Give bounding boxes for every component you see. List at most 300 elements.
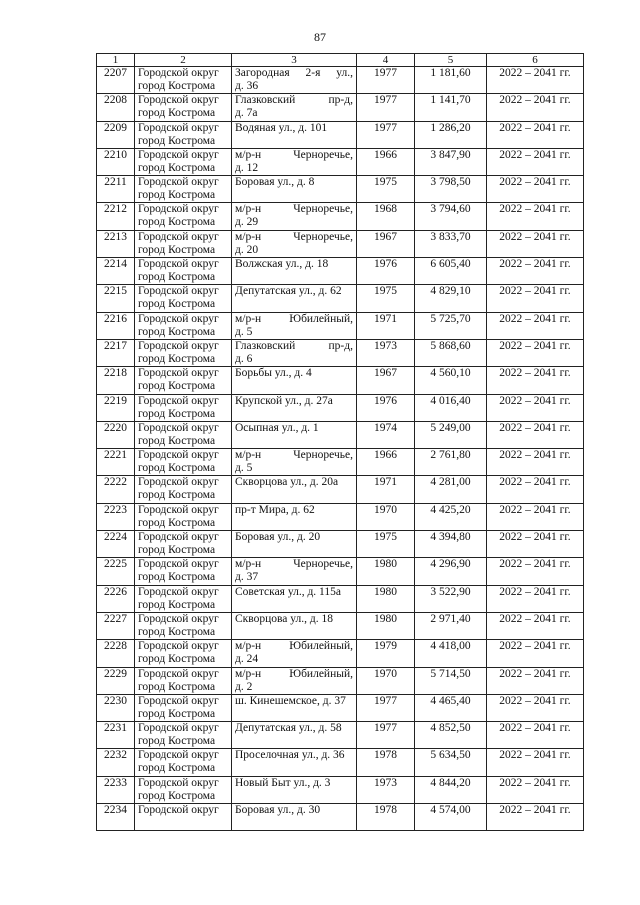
year-value: 1970 xyxy=(374,667,397,680)
row-number: 2229 xyxy=(104,667,127,680)
table-row xyxy=(97,176,584,203)
period-value: 2022 – 2041 гг. xyxy=(499,749,571,762)
owner-cell xyxy=(135,67,232,94)
address-cell xyxy=(232,776,357,803)
address-line-2: д. 5 xyxy=(235,325,253,338)
row-number: 2220 xyxy=(104,421,127,434)
address-line-1: Осыпная ул., д. 1 xyxy=(235,421,319,434)
owner-line-2: город Кострома xyxy=(138,516,216,529)
year-value: 1975 xyxy=(374,531,397,544)
year-cell xyxy=(357,449,415,476)
row-number: 2217 xyxy=(104,339,127,352)
row-number-cell xyxy=(97,722,135,749)
area-value: 5 249,00 xyxy=(430,421,471,434)
address-cell xyxy=(232,421,357,448)
area-value: 5 634,50 xyxy=(430,749,471,762)
year-value: 1966 xyxy=(374,148,397,161)
owner-cell xyxy=(135,394,232,421)
year-cell xyxy=(357,722,415,749)
table-row xyxy=(97,421,584,448)
owner-line-2: город Кострома xyxy=(138,161,216,174)
area-cell xyxy=(415,203,487,230)
year-value: 1968 xyxy=(374,203,397,216)
period-value: 2022 – 2041 гг. xyxy=(499,67,571,79)
period-cell xyxy=(487,176,584,203)
area-cell xyxy=(415,230,487,257)
year-value: 1975 xyxy=(374,285,397,298)
period-cell xyxy=(487,394,584,421)
address-line-1: Волжская ул., д. 18 xyxy=(235,258,329,271)
year-value: 1973 xyxy=(374,776,397,789)
address-word: м/р-н xyxy=(235,148,262,161)
owner-line-1: Городской округ xyxy=(138,585,219,598)
owner-line-2: город Кострома xyxy=(138,134,216,147)
row-number: 2232 xyxy=(104,749,127,762)
year-cell xyxy=(357,667,415,694)
area-value: 1 181,60 xyxy=(430,67,471,79)
area-cell xyxy=(415,476,487,503)
table-row xyxy=(97,312,584,339)
address-word: м/р-н xyxy=(235,203,262,216)
row-number: 2230 xyxy=(104,694,127,707)
year-cell xyxy=(357,285,415,312)
table-row xyxy=(97,804,584,831)
address-word: м/р-н xyxy=(235,449,262,462)
area-value: 1 286,20 xyxy=(430,121,471,134)
area-cell xyxy=(415,585,487,612)
row-number-cell xyxy=(97,148,135,175)
address-line-1: Советская ул., д. 115а xyxy=(235,585,341,598)
owner-line-2: город Кострома xyxy=(138,707,216,720)
table-row xyxy=(97,558,584,585)
period-cell xyxy=(487,339,584,366)
owner-line-2: город Кострома xyxy=(138,189,216,202)
period-value: 2022 – 2041 гг. xyxy=(499,94,571,107)
owner-line-1: Городской округ xyxy=(138,667,219,680)
address-word: м/р-н xyxy=(235,640,262,653)
period-cell xyxy=(487,476,584,503)
row-number-cell xyxy=(97,230,135,257)
address-word: Юбилейный, xyxy=(289,312,353,325)
owner-cell xyxy=(135,558,232,585)
year-value: 1980 xyxy=(374,585,397,598)
address-word: Глазковский xyxy=(235,339,296,352)
period-cell xyxy=(487,230,584,257)
year-cell xyxy=(357,503,415,530)
area-cell xyxy=(415,612,487,639)
area-value: 4 560,10 xyxy=(430,367,471,380)
area-cell xyxy=(415,148,487,175)
address-line-1: пр-т Мира, д. 62 xyxy=(235,503,315,516)
table-row xyxy=(97,367,584,394)
year-value: 1974 xyxy=(374,421,397,434)
period-value: 2022 – 2041 гг. xyxy=(499,722,571,735)
year-value: 1967 xyxy=(374,230,397,243)
address-cell xyxy=(232,503,357,530)
row-number-cell xyxy=(97,203,135,230)
period-cell xyxy=(487,203,584,230)
owner-cell xyxy=(135,640,232,667)
period-cell xyxy=(487,258,584,285)
address-cell xyxy=(232,558,357,585)
address-line-1: Водяная ул., д. 101 xyxy=(235,121,328,134)
row-number: 2219 xyxy=(104,394,127,407)
period-value: 2022 – 2041 гг. xyxy=(499,558,571,571)
row-number: 2212 xyxy=(104,203,127,216)
owner-cell xyxy=(135,312,232,339)
owner-line-2: город Кострома xyxy=(138,762,216,775)
owner-line-1: Городской округ xyxy=(138,339,219,352)
period-cell xyxy=(487,367,584,394)
column-header: 3 xyxy=(232,54,357,67)
address-line-2: д. 36 xyxy=(235,80,259,92)
owner-cell xyxy=(135,804,232,831)
owner-line-1: Городской округ xyxy=(138,67,219,79)
area-cell xyxy=(415,558,487,585)
period-value: 2022 – 2041 гг. xyxy=(499,612,571,625)
year-value: 1979 xyxy=(374,640,397,653)
owner-line-2: город Кострома xyxy=(138,407,216,420)
table-row xyxy=(97,94,584,121)
area-cell xyxy=(415,667,487,694)
owner-line-1: Городской округ xyxy=(138,749,219,762)
table-row xyxy=(97,476,584,503)
owner-cell xyxy=(135,121,232,148)
period-value: 2022 – 2041 гг. xyxy=(499,421,571,434)
owner-line-2: город Кострома xyxy=(138,298,216,311)
row-number: 2228 xyxy=(104,640,127,653)
area-value: 5 725,70 xyxy=(430,312,471,325)
period-cell xyxy=(487,722,584,749)
year-value: 1971 xyxy=(374,312,397,325)
row-number: 2210 xyxy=(104,148,127,161)
address-line-1: Боровая ул., д. 20 xyxy=(235,531,321,544)
address-line-1 xyxy=(235,149,353,162)
owner-line-2: город Кострома xyxy=(138,380,216,393)
address-line-1 xyxy=(235,313,353,326)
row-number-cell xyxy=(97,776,135,803)
period-value: 2022 – 2041 гг. xyxy=(499,694,571,707)
owner-cell xyxy=(135,421,232,448)
period-cell xyxy=(487,612,584,639)
address-line-1 xyxy=(235,94,353,107)
year-cell xyxy=(357,585,415,612)
address-line-2: д. 24 xyxy=(235,653,259,666)
address-cell xyxy=(232,749,357,776)
header-row xyxy=(97,54,584,67)
period-cell xyxy=(487,694,584,721)
owner-cell xyxy=(135,694,232,721)
area-value: 3 833,70 xyxy=(430,230,471,243)
area-value: 3 794,60 xyxy=(430,203,471,216)
period-value: 2022 – 2041 гг. xyxy=(499,230,571,243)
owner-line-1: Городской округ xyxy=(138,312,219,325)
address-cell xyxy=(232,804,357,831)
row-number: 2215 xyxy=(104,285,127,298)
table-row xyxy=(97,203,584,230)
row-number: 2222 xyxy=(104,476,127,489)
row-number: 2226 xyxy=(104,585,127,598)
year-cell xyxy=(357,312,415,339)
row-number-cell xyxy=(97,667,135,694)
address-cell xyxy=(232,367,357,394)
address-line-1 xyxy=(235,340,353,353)
address-cell xyxy=(232,94,357,121)
period-cell xyxy=(487,312,584,339)
area-value: 4 844,20 xyxy=(430,776,471,789)
period-cell xyxy=(487,585,584,612)
owner-cell xyxy=(135,285,232,312)
area-value: 4 574,00 xyxy=(430,804,471,817)
address-line-1 xyxy=(235,203,353,216)
period-value: 2022 – 2041 гг. xyxy=(499,367,571,380)
table-row xyxy=(97,449,584,476)
area-value: 2 971,40 xyxy=(430,612,471,625)
year-cell xyxy=(357,421,415,448)
area-cell xyxy=(415,640,487,667)
area-cell xyxy=(415,67,487,94)
table-row xyxy=(97,339,584,366)
area-value: 3 522,90 xyxy=(430,585,471,598)
owner-cell xyxy=(135,476,232,503)
owner-line-2: город Кострома xyxy=(138,434,216,447)
address-word: пр-д, xyxy=(328,339,353,352)
area-value: 4 296,90 xyxy=(430,558,471,571)
address-line-2: д. 20 xyxy=(235,243,259,256)
owner-cell xyxy=(135,230,232,257)
address-word: м/р-н xyxy=(235,558,262,571)
address-cell xyxy=(232,258,357,285)
area-value: 3 798,50 xyxy=(430,176,471,189)
row-number: 2223 xyxy=(104,503,127,516)
row-number: 2218 xyxy=(104,367,127,380)
address-word: ул., xyxy=(336,67,353,79)
owner-cell xyxy=(135,776,232,803)
address-line-1: Боровая ул., д. 8 xyxy=(235,176,315,189)
address-word: пр-д, xyxy=(328,94,353,107)
period-cell xyxy=(487,776,584,803)
row-number: 2208 xyxy=(104,94,127,107)
column-header: 6 xyxy=(487,54,584,67)
area-cell xyxy=(415,421,487,448)
row-number-cell xyxy=(97,804,135,831)
area-cell xyxy=(415,749,487,776)
address-line-1: Новый Быт ул., д. 3 xyxy=(235,776,331,789)
address-word: м/р-н xyxy=(235,312,262,325)
period-value: 2022 – 2041 гг. xyxy=(499,667,571,680)
address-cell xyxy=(232,640,357,667)
row-number: 2209 xyxy=(104,121,127,134)
address-cell xyxy=(232,121,357,148)
table-row xyxy=(97,121,584,148)
year-cell xyxy=(357,776,415,803)
address-word: Юбилейный, xyxy=(289,640,353,653)
area-value: 6 605,40 xyxy=(430,258,471,271)
address-word: Черноречье, xyxy=(293,148,353,161)
year-value: 1970 xyxy=(374,503,397,516)
period-cell xyxy=(487,449,584,476)
table-row xyxy=(97,67,584,94)
address-line-1: Проселочная ул., д. 36 xyxy=(235,749,345,762)
owner-line-1: Городской округ xyxy=(138,367,219,380)
year-value: 1977 xyxy=(374,67,397,79)
address-line-2: д. 6 xyxy=(235,352,253,365)
year-cell xyxy=(357,176,415,203)
row-number: 2227 xyxy=(104,612,127,625)
row-number-cell xyxy=(97,476,135,503)
row-number: 2224 xyxy=(104,531,127,544)
area-cell xyxy=(415,503,487,530)
address-word: Черноречье, xyxy=(293,558,353,571)
table-row xyxy=(97,503,584,530)
owner-line-2: город Кострома xyxy=(138,462,216,475)
period-value: 2022 – 2041 гг. xyxy=(499,585,571,598)
period-value: 2022 – 2041 гг. xyxy=(499,203,571,216)
period-value: 2022 – 2041 гг. xyxy=(499,804,571,817)
row-number-cell xyxy=(97,421,135,448)
owner-line-1: Городской округ xyxy=(138,503,219,516)
year-value: 1977 xyxy=(374,121,397,134)
year-value: 1976 xyxy=(374,258,397,271)
year-value: 1978 xyxy=(374,749,397,762)
year-value: 1980 xyxy=(374,558,397,571)
owner-line-1: Городской округ xyxy=(138,148,219,161)
area-cell xyxy=(415,258,487,285)
period-value: 2022 – 2041 гг. xyxy=(499,640,571,653)
period-value: 2022 – 2041 гг. xyxy=(499,176,571,189)
address-line-1 xyxy=(235,67,353,80)
address-cell xyxy=(232,449,357,476)
area-value: 3 847,90 xyxy=(430,148,471,161)
owner-line-2: город Кострома xyxy=(138,243,216,256)
address-word: Черноречье, xyxy=(293,230,353,243)
address-line-2: д. 5 xyxy=(235,462,253,475)
row-number-cell xyxy=(97,121,135,148)
address-cell xyxy=(232,612,357,639)
address-word: м/р-н xyxy=(235,230,262,243)
year-value: 1976 xyxy=(374,394,397,407)
area-cell xyxy=(415,804,487,831)
year-cell xyxy=(357,339,415,366)
row-number-cell xyxy=(97,640,135,667)
owner-cell xyxy=(135,176,232,203)
area-value: 5 868,60 xyxy=(430,339,471,352)
owner-cell xyxy=(135,94,232,121)
year-cell xyxy=(357,476,415,503)
address-line-2: д. 37 xyxy=(235,571,259,584)
table-row xyxy=(97,776,584,803)
owner-line-1: Городской округ xyxy=(138,694,219,707)
row-number: 2221 xyxy=(104,449,127,462)
row-number: 2211 xyxy=(104,176,127,189)
address-cell xyxy=(232,285,357,312)
address-line-1: Борьбы ул., д. 4 xyxy=(235,367,312,380)
year-cell xyxy=(357,230,415,257)
address-line-2: д. 2 xyxy=(235,680,253,693)
period-cell xyxy=(487,667,584,694)
owner-line-1: Городской округ xyxy=(138,558,219,571)
address-cell xyxy=(232,148,357,175)
owner-line-1: Городской округ xyxy=(138,776,219,789)
row-number: 2214 xyxy=(104,258,127,271)
year-value: 1973 xyxy=(374,339,397,352)
table-row xyxy=(97,285,584,312)
owner-line-1: Городской округ xyxy=(138,203,219,216)
year-value: 1977 xyxy=(374,94,397,107)
address-line-1 xyxy=(235,668,353,681)
area-value: 4 281,00 xyxy=(430,476,471,489)
address-line-1 xyxy=(235,640,353,653)
row-number: 2216 xyxy=(104,312,127,325)
year-cell xyxy=(357,694,415,721)
owner-line-1: Городской округ xyxy=(138,722,219,735)
period-cell xyxy=(487,94,584,121)
table-row xyxy=(97,230,584,257)
period-value: 2022 – 2041 гг. xyxy=(499,776,571,789)
row-number: 2233 xyxy=(104,776,127,789)
period-cell xyxy=(487,558,584,585)
year-cell xyxy=(357,203,415,230)
address-word: Загородная xyxy=(235,67,290,79)
address-cell xyxy=(232,339,357,366)
year-cell xyxy=(357,394,415,421)
row-number: 2207 xyxy=(104,67,127,79)
period-value: 2022 – 2041 гг. xyxy=(499,285,571,298)
row-number-cell xyxy=(97,449,135,476)
owner-cell xyxy=(135,449,232,476)
row-number-cell xyxy=(97,312,135,339)
area-cell xyxy=(415,367,487,394)
address-word: Черноречье, xyxy=(293,203,353,216)
column-header: 5 xyxy=(415,54,487,67)
address-line-1: Боровая ул., д. 30 xyxy=(235,804,321,817)
column-header: 2 xyxy=(135,54,232,67)
table-row xyxy=(97,612,584,639)
year-cell xyxy=(357,558,415,585)
area-value: 5 714,50 xyxy=(430,667,471,680)
owner-line-2: город Кострома xyxy=(138,789,216,802)
row-number: 2234 xyxy=(104,804,127,817)
address-line-1 xyxy=(235,558,353,571)
period-value: 2022 – 2041 гг. xyxy=(499,503,571,516)
owner-line-1: Городской округ xyxy=(138,394,219,407)
address-cell xyxy=(232,531,357,558)
year-value: 1978 xyxy=(374,804,397,817)
owner-line-2: город Кострома xyxy=(138,598,216,611)
address-cell xyxy=(232,667,357,694)
owner-cell xyxy=(135,612,232,639)
owner-line-1: Городской округ xyxy=(138,612,219,625)
owner-line-1: Городской округ xyxy=(138,176,219,189)
area-value: 4 418,00 xyxy=(430,640,471,653)
owner-cell xyxy=(135,203,232,230)
area-cell xyxy=(415,531,487,558)
period-cell xyxy=(487,640,584,667)
year-value: 1977 xyxy=(374,722,397,735)
period-cell xyxy=(487,749,584,776)
address-line-1: Депутатская ул., д. 58 xyxy=(235,722,342,735)
row-number: 2231 xyxy=(104,722,127,735)
owner-line-1: Городской округ xyxy=(138,421,219,434)
address-cell xyxy=(232,476,357,503)
row-number-cell xyxy=(97,67,135,94)
row-number-cell xyxy=(97,694,135,721)
year-cell xyxy=(357,67,415,94)
period-cell xyxy=(487,804,584,831)
period-cell xyxy=(487,421,584,448)
column-header: 1 xyxy=(97,54,135,67)
row-number-cell xyxy=(97,94,135,121)
